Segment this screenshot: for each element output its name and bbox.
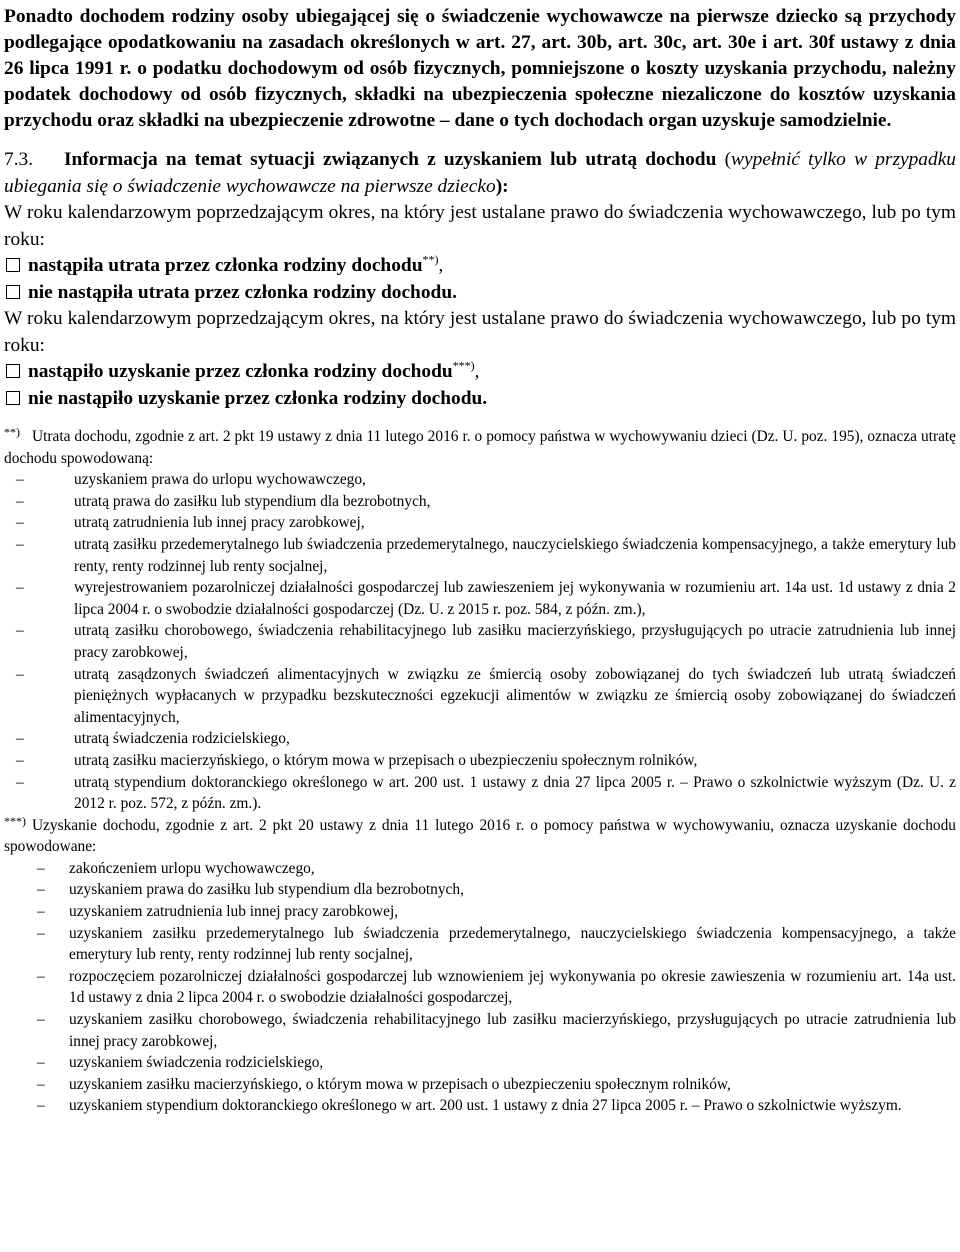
list-item-text: rozpoczęciem pozarolniczej działalności gospodarczej lub wznowieniem jej wykonywania po okresie zawieszenia w rozumieniu art. 14a ust. 1d ustawy z dnia 2 lipca 2004 r. o swobodzie działalności gospodarczej, (69, 967, 956, 1007)
list-item-text: uzyskaniem prawa do urlopu wychowawczego, (74, 471, 366, 489)
list-item-text: utratą zasiłku macierzyńskiego, o którym mowa w przepisach o ubezpieczeniu społecznym rolników, (74, 751, 698, 769)
dash-bullet: – (37, 903, 45, 921)
list-item (4, 1095, 956, 1117)
list-item-text: uzyskaniem zasiłku przedemerytalnego lub świadczenia przedemerytalnego, nauczycielskiego świadczenia kompensacyjnego, a także emerytury lub renty, renty rodzinnej lub renty socjalnej, (69, 924, 956, 964)
list-item (4, 534, 956, 577)
dash-bullet: – (37, 881, 45, 899)
footnote-loss-mark: **) (4, 425, 20, 439)
footnote-gain-list (4, 858, 956, 1117)
footnote-loss-list (4, 469, 956, 815)
option-loss-checkbox[interactable] (6, 258, 20, 272)
option-gain-checkbox[interactable] (6, 364, 20, 378)
period-text-1: W roku kalendarzowym poprzedzającym okres, na który jest ustalane prawo do świadczenia wychowawczego, lub po tym roku: (4, 202, 956, 250)
list-item (4, 750, 956, 772)
option-no-gain-row[interactable] (4, 386, 956, 413)
dash-bullet: – (16, 622, 24, 640)
option-gain-mark (452, 358, 480, 382)
footnote-gain-intro (4, 815, 956, 858)
list-item-text: zakończeniem urlopu wychowawczego, (69, 859, 315, 877)
option-gain-sup: ***) (452, 358, 475, 373)
list-item-text: utratą prawa do zasiłku lub stypendium dla bezrobotnych, (74, 492, 431, 510)
dash-bullet: – (16, 579, 24, 597)
option-loss-mark (422, 252, 444, 276)
option-gain-row[interactable] (4, 359, 956, 386)
dash-bullet: – (16, 665, 24, 683)
dash-bullet: – (16, 751, 24, 769)
option-loss-suffix: , (438, 255, 444, 276)
footnote-gain-text: Uzyskanie dochodu, zgodnie z art. 2 pkt 20 ustawy z dnia 11 lutego 2016 r. o pomocy państwa w wychowywaniu, oznacza uzyskanie dochodu spowodowane: (4, 816, 956, 856)
period-text-2: W roku kalendarzowym poprzedzającym okres, na który jest ustalane prawo do świadczenia wychowawczego, lub po tym roku: (4, 308, 956, 356)
list-item-text: uzyskaniem świadczenia rodzicielskiego, (69, 1054, 324, 1072)
list-item (4, 1009, 956, 1052)
list-item-text: wyrejestrowaniem pozarolniczej działalności gospodarczej lub zawieszeniem jej wykonywania w rozumieniu art. 14a ust. 1d ustawy z dnia 2 lipca 2004 r. o swobodzie działalności gospodarczej (Dz. U. z 2015 r. poz. 584, z późn. zm.), (74, 579, 956, 618)
dash-bullet: – (37, 859, 45, 877)
section-heading (4, 147, 956, 200)
dash-bullet: – (16, 471, 24, 489)
option-gain-label (28, 359, 480, 386)
list-item (4, 1074, 956, 1096)
list-item-text: utratą zasądzonych świadczeń alimentacyjnych w związku ze śmiercią osoby zobowiązanej do tych świadczeń lub utratą świadczeń pieniężnych wypłacanych w przypadku bezskuteczności egzekucji alimentów w związku ze śmiercią osoby zobowiązanej do świadczeń alimentacyjnych, (74, 665, 956, 726)
option-loss-text: nastąpiła utrata przez członka rodziny dochodu (28, 255, 423, 276)
list-item-text: uzyskaniem prawa do zasiłku lub stypendium dla bezrobotnych, (69, 881, 464, 899)
option-loss-label (28, 253, 443, 280)
section-note: wypełnić tylko w przypadku ubiegania się o świadczenie wychowawcze na pierwsze dziecko (4, 149, 956, 197)
section-number: 7.3. (4, 149, 34, 170)
dash-bullet: – (16, 535, 24, 553)
list-item-text: uzyskaniem zasiłku macierzyńskiego, o którym mowa w przepisach o ubezpieczeniu społecznym rolników, (69, 1075, 731, 1093)
list-item-text: uzyskaniem zasiłku chorobowego, świadczenia rehabilitacyjnego lub zasiłku macierzyńskiego, przysługujących po utracie zatrudnienia lub innej pracy zarobkowej, (69, 1011, 956, 1050)
dash-bullet: – (37, 1097, 45, 1115)
list-item (4, 469, 956, 491)
list-item (4, 879, 956, 901)
list-item (4, 901, 956, 923)
option-loss-sup: **) (422, 252, 439, 267)
footnote-loss-text: Utrata dochodu, zgodnie z art. 2 pkt 19 ustawy z dnia 11 lutego 2016 r. o pomocy państwa w wychowywaniu dzieci (Dz. U. poz. 195), oznacza utratę dochodu spowodowaną: (4, 428, 957, 467)
option-no-gain-label: nie nastąpiło uzyskanie przez członka rodziny dochodu. (28, 387, 488, 409)
list-item (4, 512, 956, 534)
footnote-loss-intro (4, 426, 956, 469)
list-item (4, 620, 956, 663)
list-item-text: utratą zasiłku przedemerytalnego lub świadczenia przedemerytalnego, nauczycielskiego świadczenia kompensacyjnego, a także emerytury lub renty, renty rodzinnej lub renty socjalnej, (74, 535, 956, 575)
list-item (4, 1052, 956, 1074)
list-item (4, 577, 956, 620)
dash-bullet: – (37, 1011, 45, 1029)
footnote-gain-mark: ***) (4, 813, 26, 828)
list-item (4, 728, 956, 750)
list-item (4, 772, 956, 815)
section-title: Informacja na temat sytuacji związanych z uzyskaniem lub utratą dochodu (64, 149, 717, 170)
dash-bullet: – (16, 773, 24, 791)
list-item-text: utratą stypendium doktoranckiego określonego w art. 200 ust. 1 ustawy z dnia 27 lipca 2005 r. – Prawo o szkolnictwie wyższym (Dz. U. z 2012 r. poz. 572, z późn. zm.). (74, 773, 956, 813)
section-note-close: ): (495, 175, 509, 197)
list-item (4, 966, 956, 1009)
list-item-text: uzyskaniem stypendium doktoranckiego określonego w art. 200 ust. 1 ustawy z dnia 27 lipca 2005 r. – Prawo o szkolnictwie wyższym. (69, 1097, 902, 1115)
list-item-text: utratą zasiłku chorobowego, świadczenia rehabilitacyjnego lub zasiłku macierzyńskiego, przysługujących po utracie zatrudnienia lub innej pracy zarobkowej, (74, 622, 956, 661)
option-no-gain-checkbox[interactable] (6, 391, 20, 405)
list-item (4, 664, 956, 729)
option-gain-suffix: , (474, 361, 480, 382)
intro-paragraph: Ponadto dochodem rodziny osoby ubiegającej się o świadczenie wychowawcze na pierwsze dziecko są przychody podlegające opodatkowaniu na zasadach określonych w art. 27, art. 30b, art. 30c, art. 30e i art. 30f ustawy z dnia 26 lipca 1991 r. o podatku dochodowym od osób fizycznych, pomniejszone o koszty uzyskania przychodu, należny podatek dochodowy od osób fizycznych, składki na ubezpieczenia społeczne niezaliczone do kosztów uzyskania przychodu oraz składki na ubezpieczenie zdrowotne – dane o tych dochodach organ uzyskuje samodzielnie. (4, 6, 956, 131)
option-no-loss-row[interactable] (4, 280, 956, 307)
section-note-open: ( (716, 149, 732, 170)
dash-bullet: – (37, 1054, 45, 1072)
list-item (4, 491, 956, 513)
dash-bullet: – (37, 924, 45, 942)
option-no-loss-checkbox[interactable] (6, 285, 20, 299)
list-item-text: uzyskaniem zatrudnienia lub innej pracy zarobkowej, (69, 903, 399, 921)
list-item-text: utratą świadczenia rodzicielskiego, (74, 730, 290, 748)
footnotes (4, 426, 956, 1117)
section-7-3 (4, 147, 956, 412)
list-item (4, 858, 956, 880)
dash-bullet: – (16, 730, 24, 748)
dash-bullet: – (16, 514, 24, 532)
option-no-loss-label: nie nastąpiła utrata przez członka rodziny dochodu. (28, 281, 457, 303)
option-loss-row[interactable] (4, 253, 956, 280)
dash-bullet: – (37, 1075, 45, 1093)
list-item (4, 923, 956, 966)
list-item-text: utratą zatrudnienia lub innej pracy zarobkowej, (74, 514, 365, 532)
dash-bullet: – (16, 492, 24, 510)
dash-bullet: – (37, 967, 45, 985)
option-gain-text: nastąpiło uzyskanie przez członka rodziny dochodu (28, 361, 453, 382)
